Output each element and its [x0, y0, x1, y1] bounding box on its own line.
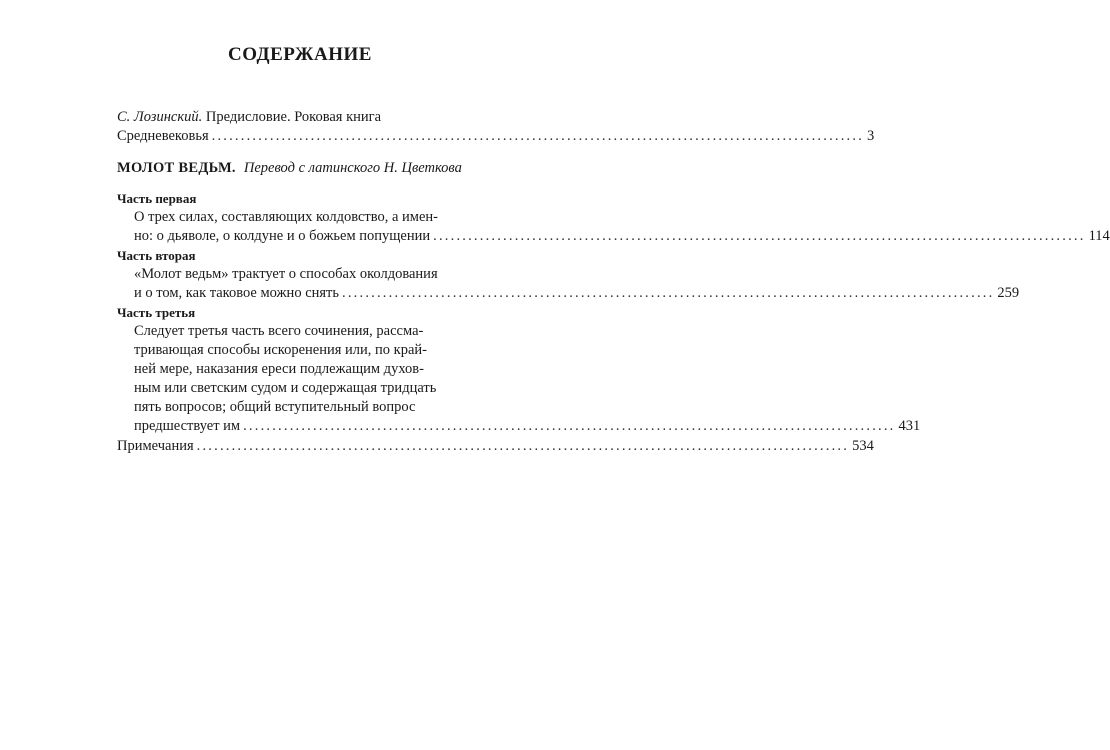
notes-line [117, 437, 874, 456]
toc-entry-preface-line1 [117, 108, 479, 127]
toc-entry-part-2[interactable] [117, 246, 1020, 303]
toc-entry-preface[interactable] [117, 108, 875, 146]
entry-text-line: О трех силах, составляющих колдовство, а имен- [134, 209, 439, 225]
entry-text-line: «Молот ведьм» трактует о способах околдования [134, 266, 438, 282]
section-subtitle: Перевод с латинского Н. Цветкова [243, 160, 462, 176]
entry-text-line: пять вопросов; общий вступительный вопрос [134, 399, 416, 415]
entry-text-line: ным или светским судом и содержащая тридцать [134, 380, 437, 396]
entry-text-line: предшествует им [134, 418, 241, 434]
toc-entry-preface-line2 [117, 127, 875, 146]
entry-last-line [117, 227, 1110, 246]
page-number: 114 [1088, 228, 1110, 244]
page-number: 3 [867, 128, 875, 144]
dot-leader: ................................................................................................................ [196, 438, 850, 454]
toc-entry-notes[interactable] [117, 437, 874, 456]
section-heading [117, 160, 462, 177]
entry-text-line: ней мере, наказания ереси подлежащим духов- [134, 361, 424, 377]
entry-last-line [117, 417, 921, 436]
dot-leader: ................................................................................................................ [433, 228, 1086, 244]
preface-title-cont: Средневековья [117, 128, 209, 144]
entry-text-line: но: о дьяволе, о колдуне и о божьем попущении [134, 228, 431, 244]
section-title: МОЛОТ ВЕДЬМ. [117, 160, 236, 176]
page-number: 259 [997, 285, 1020, 301]
entry-last-line [117, 284, 1020, 303]
toc-entry-part-1[interactable] [117, 189, 1110, 246]
entry-text-line: Следует третья часть всего сочинения, рассма- [134, 323, 424, 339]
dot-leader: ................................................................................................................ [243, 418, 896, 434]
notes-label: Примечания [117, 438, 194, 454]
part-heading: Часть вторая [117, 248, 196, 263]
part-heading: Часть первая [117, 191, 197, 206]
page-title: СОДЕРЖАНИЕ [228, 44, 372, 65]
part-heading: Часть третья [117, 305, 196, 320]
entry-text-line: тривающая способы искоренения или, по край- [134, 342, 427, 358]
dot-leader: ................................................................................................................ [211, 128, 865, 144]
page-number: 534 [852, 438, 874, 454]
entry-text-line: и о том, как таковое можно снять [134, 285, 340, 301]
preface-title: Предисловие. Роковая книга [205, 109, 382, 125]
toc-entry-part-3[interactable] [117, 303, 921, 436]
dot-leader: ................................................................................................................ [342, 285, 995, 301]
preface-author: С. Лозинский. [117, 109, 203, 125]
page-number: 431 [898, 418, 921, 434]
